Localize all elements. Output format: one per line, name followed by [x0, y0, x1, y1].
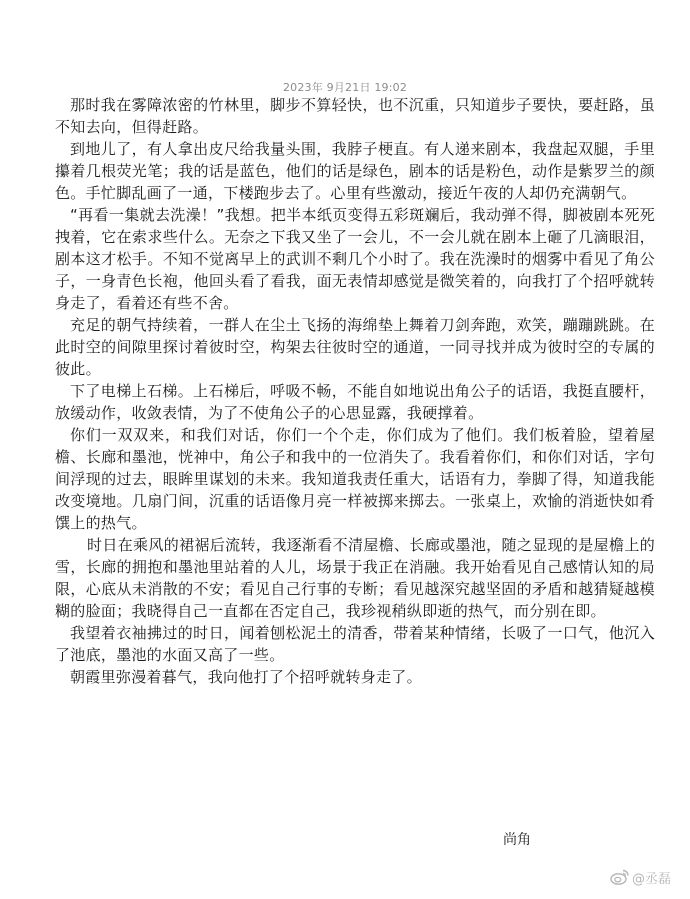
paragraph-8: 我望着衣袖拂过的时日，闻着刨松泥土的清香，带着某种情绪，长吸了一口气，他沉入了池底，墨池的水面又高了一些。 [55, 624, 655, 664]
author-signature: 尚角 [503, 832, 531, 848]
paragraph-2: 到地儿了，有人拿出皮尺给我量头围，我脖子梗直。有人递来剧本，我盘起双腿，手里攥着几根荧光笔；我的话是蓝色，他们的话是绿色，剧本的话是粉色，动作是紫罗兰的颜色。手忙脚乱画了一通，下楼跑步去了。心里有些激动，接近午夜的人却仍充满朝气。 [55, 140, 655, 202]
weibo-watermark [610, 866, 671, 888]
paragraph-4: 充足的朝气持续着，一群人在尘土飞扬的海绵垫上舞着刀剑奔跑，欢笑，蹦蹦跳跳。在此时空的间隙里探讨着彼时空，构架去往彼时空的通道，一同寻找并成为彼时空的专属的彼此。 [55, 316, 655, 378]
paragraph-6: 你们一双双来，和我们对话，你们一个个走，你们成为了他们。我们板着脸，望着屋檐、长廊和墨池，恍神中，角公子和我中的一位消失了。我看着你们，和你们对话，字句间浮现的过去，眼眸里谋划的未来。我知道我责任重大，话语有力，拳脚了得，知道我能改变境地。几扇门间，沉重的话语像月亮一样被掷来掷去。一张桌上，欢愉的消逝快如肴馔上的热气。 [55, 426, 655, 532]
weibo-logo-icon [610, 868, 630, 886]
paragraph-7: 时日在乘风的裙裾后流转，我逐渐看不清屋檐、长廊或墨池，随之显现的是屋檐上的雪，长廊的拥抱和墨池里站着的人儿，场景于我正在消融。我开始看见自己感情认知的局限，心底从未消散的不安；看见自己行事的专断；看见越深究越坚固的矛盾和越猜疑越模糊的脸面；我晓得自己一直都在否定自己，我珍视稍纵即逝的热气，而分别在即。 [55, 536, 655, 620]
essay-body [55, 94, 655, 688]
paragraph-1: 那时我在雾障浓密的竹林里，脚步不算轻快，也不沉重，只知道步子要快，要赶路，虽不知去向，但得赶路。 [55, 96, 655, 136]
paragraph-3: “再看一集就去洗澡！”我想。把半本纸页变得五彩斑斓后，我动弹不得，脚被剧本死死拽着，它在索求些什么。无奈之下我又坐了一会儿，不一会儿就在剧本上砸了几滴眼泪，剧本这才松手。不知不觉离早上的武训不剩几个小时了。我在洗澡时的烟雾中看见了角公子，一身青色长袍，他回头看了看我，面无表情却感觉是微笑着的，向我打了个招呼就转身走了，看着还有些不舍。 [55, 206, 655, 312]
paragraph-5: 下了电梯上石梯。上石梯后，呼吸不畅，不能自如地说出角公子的话语，我挺直腰杆，放缓动作，收敛表情，为了不使角公子的心思显露，我硬撑着。 [55, 382, 655, 422]
paragraph-9: 朝霞里弥漫着暮气，我向他打了个招呼就转身走了。 [70, 668, 422, 686]
post-datetime: 2023年 9月21日 19:02 [282, 81, 408, 94]
watermark-handle: @丞磊 [632, 871, 672, 887]
